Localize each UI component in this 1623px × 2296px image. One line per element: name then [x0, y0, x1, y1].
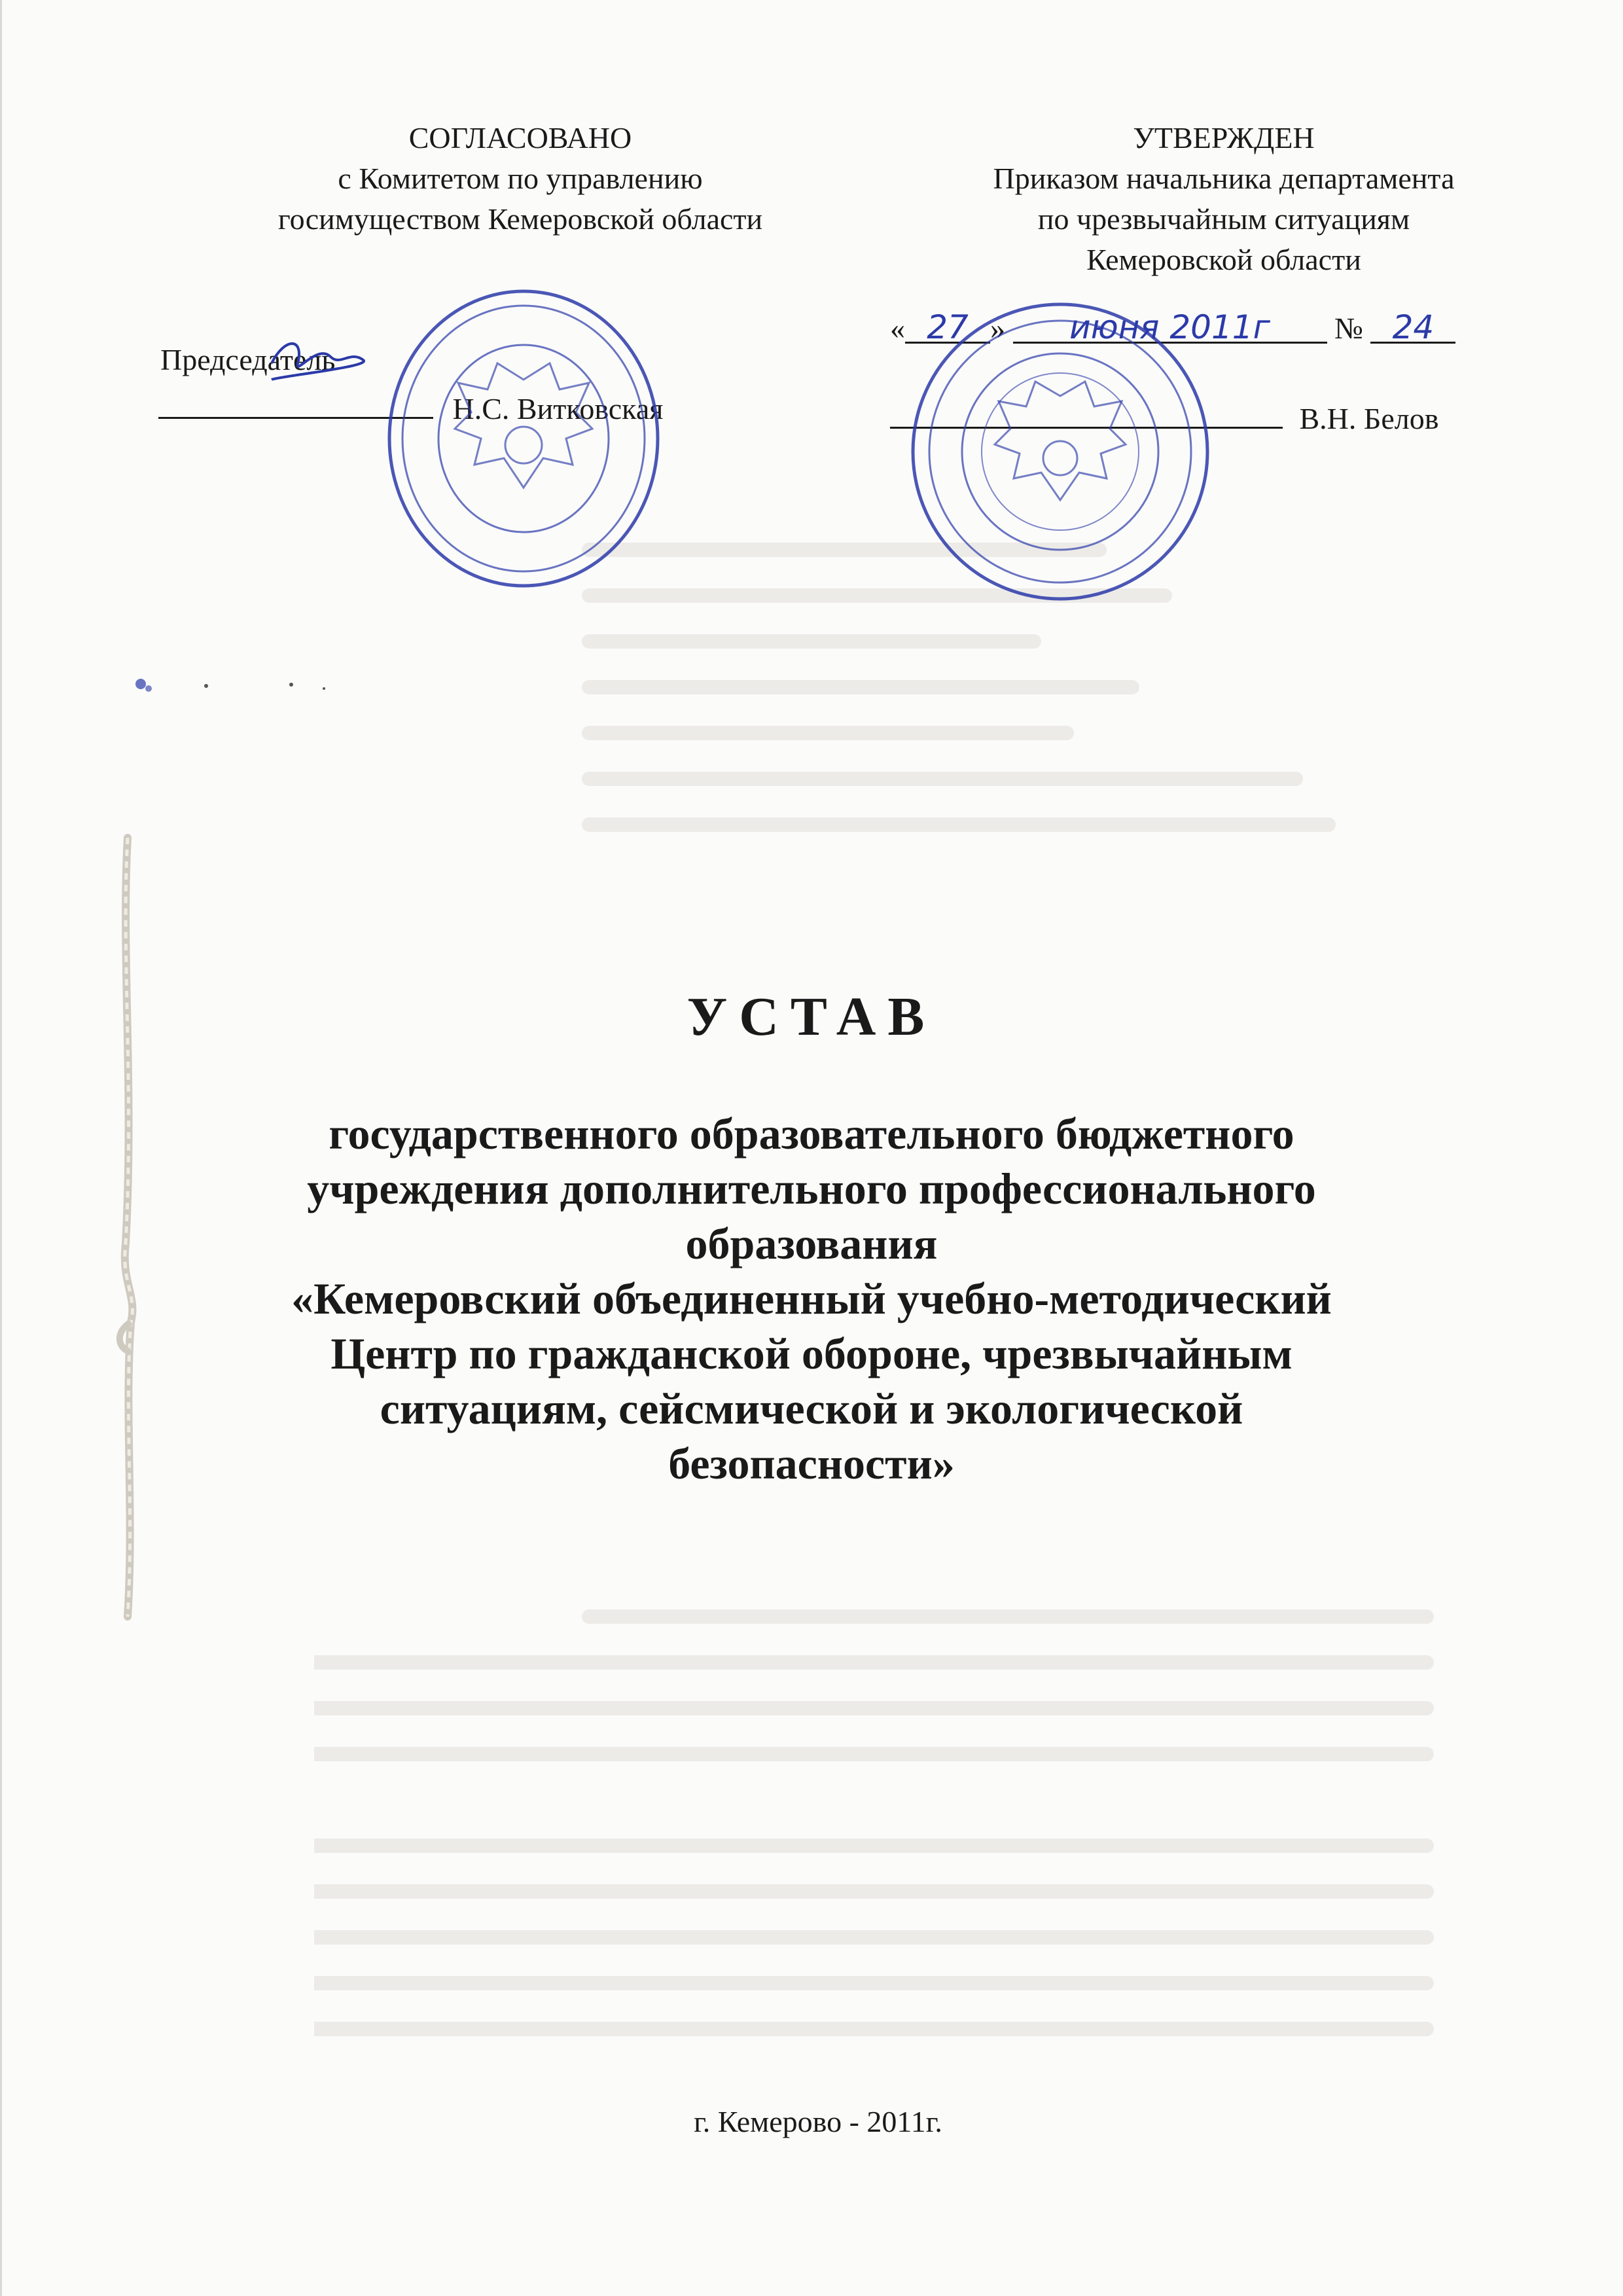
subtitle-line: безопасности»: [668, 1439, 955, 1488]
subtitle-line: учреждения дополнительного профессионального: [307, 1164, 1316, 1213]
order-number: 24: [1370, 308, 1455, 344]
approved-line-3: Кемеровской области: [1086, 243, 1361, 276]
document-title: УСТАВ: [687, 986, 936, 1047]
binding-cord-icon: [98, 825, 157, 1636]
agreed-line-2: госимуществом Кемеровской области: [277, 202, 763, 236]
agreed-heading: СОГЛАСОВАНО: [408, 121, 632, 154]
order-day: 27: [905, 308, 990, 344]
approved-heading: УТВЕРЖДЕН: [1133, 121, 1315, 154]
subtitle-line: государственного образовательного бюджетного: [329, 1109, 1294, 1158]
subtitle-line: Центр по гражданской обороне, чрезвычайным: [330, 1329, 1293, 1378]
left-signer-name: Н.С. Витковская: [452, 392, 664, 425]
approved-line-2: по чрезвычайным ситуациям: [1037, 202, 1410, 236]
subtitle-line: «Кемеровский объединенный учебно-методический: [291, 1274, 1332, 1323]
committee-stamp-icon: [383, 281, 664, 596]
document-subtitle: [216, 1106, 1407, 1491]
quote-close: »: [990, 312, 1005, 345]
subtitle-line: ситуациям, сейсмической и экологической: [380, 1384, 1243, 1433]
place-and-year: г. Кемерово - 2011г.: [694, 2105, 942, 2138]
order-month-year: июня 2011г: [1013, 308, 1327, 344]
signature-scribble-left: [259, 331, 389, 389]
right-signer-name: В.Н. Белов: [1299, 402, 1439, 435]
number-sign: №: [1334, 312, 1363, 345]
left-signer-title: Председатель: [160, 343, 336, 376]
quote-open: «: [890, 312, 905, 345]
agreed-line-1: с Комитетом по управлению: [338, 162, 703, 195]
approval-block-right: [890, 118, 1558, 280]
approval-block-left: [137, 118, 903, 240]
department-stamp-icon: [906, 298, 1214, 605]
approved-line-1: Приказом начальника департамента: [993, 162, 1455, 195]
ink-specks: [128, 674, 337, 700]
subtitle-line: образования: [685, 1219, 938, 1268]
